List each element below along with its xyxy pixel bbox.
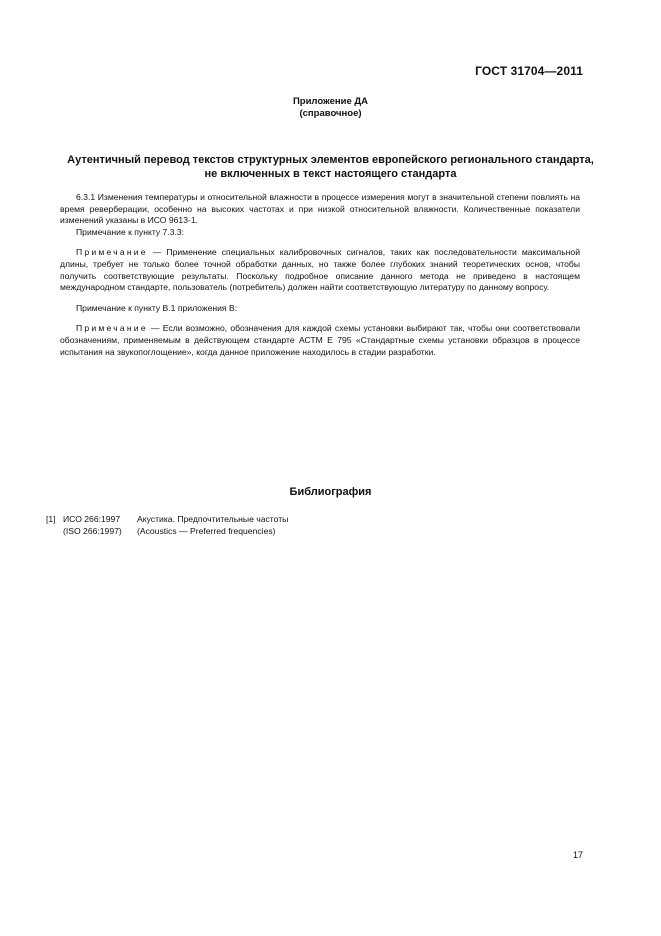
section-title-line-1: Аутентичный перевод текстов структурных элементов европейского регионального стандарта,: [67, 154, 594, 166]
note-text: — Если возможно, обозначения для каждой схемы установки выбирают так, чтобы они соответствовали обозначениям, применяемым в действующем стандарте АСТМ Е 795 «Стандартные схемы установки образцов в процессе испытания на звукопоглощение», когда данное приложение находилось в стадии разработки.: [60, 323, 580, 357]
appendix-title: Приложение ДА: [292, 96, 369, 107]
note-reference-b-1: Примечание к пункту В.1 приложения В:: [76, 302, 238, 313]
section-title-line-2: не включенных в текст настоящего стандарта: [204, 168, 457, 180]
note-label: Примечание: [76, 247, 148, 258]
paragraph-6-3-1: 6.3.1 Изменения температуры и относительной влажности в процессе измерения могут в значительной степени повлиять на время реверберации, особенно на высоких частотах и при низкой относительной влажности. Количественные показатели изменений указаны в ИСО 9613-1.: [60, 192, 580, 226]
standard-code: ГОСТ 31704—2011: [475, 64, 583, 78]
bibliography-number: [1]: [46, 514, 56, 524]
bibliography-row-original: [46, 525, 566, 537]
bibliography-heading: Библиография: [289, 486, 372, 498]
note-label: Примечание: [76, 323, 148, 334]
note-b-1: [60, 323, 580, 358]
note-7-3-3: [60, 247, 580, 293]
note-text: — Применение специальных калибровочных сигналов, таких как последовательности максимальной длины, требует не только более точной обработки данных, но также более глубоких знаний теоретических основ, чтобы получить соответствующие результаты. Поскольку подробное описание данного метода не приведено в настоящем международном стандарте, пользователь (потребитель) должен найти соответствующую литературу по данному вопросу.: [60, 247, 580, 293]
appendix-body: [60, 192, 580, 358]
bibliography-code-original: (ISO 266:1997): [63, 526, 122, 536]
bibliography-title-original: (Acoustics — Preferred frequencies): [137, 526, 276, 536]
appendix-subtitle: (справочное): [299, 108, 362, 119]
bibliography-entry: [46, 513, 566, 537]
bibliography-title: Акустика. Предпочтительные частоты: [137, 514, 289, 524]
bibliography-code: ИСО 266:1997: [63, 514, 121, 524]
note-reference-7-3-3: Примечание к пункту 7.3.3:: [76, 226, 185, 237]
bibliography-row: [46, 513, 566, 525]
page-number: 17: [572, 850, 583, 860]
